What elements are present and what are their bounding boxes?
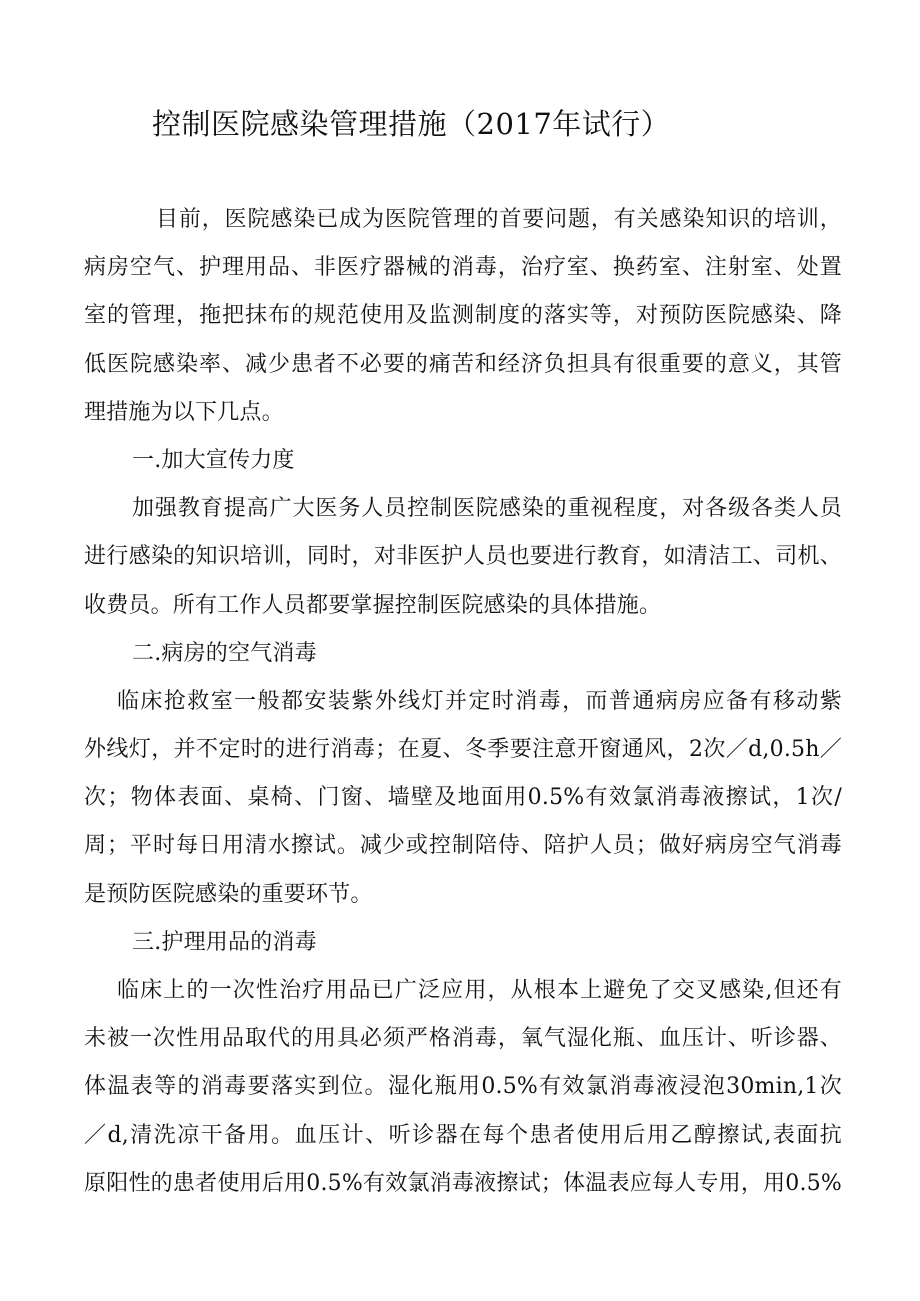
paragraph-line: 体温表等的消毒要落实到位。湿化瓶用0.5%有效氯消毒液浸泡30min,1次 xyxy=(84,1074,842,1100)
paragraph-line: 临床上的一次性治疗用品已广泛应用，从根本上避免了交叉感染,但还有 xyxy=(117,978,842,1003)
paragraph-line: 加强教育提高广大医务人员控制医院感染的重视程度，对各级各类人员 xyxy=(132,496,842,522)
paragraph-line: 收费员。所有工作人员都要掌握控制医院感染的具体措施。 xyxy=(84,592,662,618)
paragraph-line: 病房空气、护理用品、非医疗器械的消毒，治疗室、换药室、注射室、处置 xyxy=(84,255,842,281)
section-heading: 二.病房的空气消毒 xyxy=(132,640,317,666)
document-body xyxy=(84,196,842,1208)
paragraph-line: 临床抢救室一般都安装紫外线灯并定时消毒，而普通病房应备有移动紫 xyxy=(117,688,842,714)
paragraph-line: 室的管理，拖把抹布的规范使用及监测制度的落实等，对预防医院感染、降 xyxy=(84,303,842,329)
paragraph-line: 低医院感染率、减少患者不必要的痛苦和经济负担具有很重要的意义，其管 xyxy=(84,351,842,377)
paragraph-line: 未被一次性用品取代的用具必须严格消毒，氧气湿化瓶、血压计、听诊器、 xyxy=(84,1026,842,1052)
paragraph-line: 原阳性的患者使用后用0.5%有效氯消毒液擦试；体温表应每人专用，用0.5% xyxy=(84,1170,842,1196)
paragraph-line: 次；物体表面、桌椅、门窗、墙壁及地面用0.5%有效氯消毒液擦试，1次/ xyxy=(84,785,842,811)
paragraph-line: 是预防医院感染的重要环节。 xyxy=(84,881,373,907)
paragraph-line: 理措施为以下几点。 xyxy=(84,399,284,425)
section-heading: 一.加大宣传力度 xyxy=(132,447,295,473)
paragraph-line: 外线灯，并不定时的进行消毒；在夏、冬季要注意开窗通风，2次／d,0.5h／ xyxy=(84,737,842,763)
paragraph-line: ／d,清洗凉干备用。血压计、听诊器在每个患者使用后用乙醇擦试,表面抗 xyxy=(84,1122,842,1148)
paragraph-line: 进行感染的知识培训，同时，对非医护人员也要进行教育，如清洁工、司机、 xyxy=(84,544,842,570)
paragraph-line: 周；平时每日用清水擦试。减少或控制陪侍、陪护人员；做好病房空气消毒 xyxy=(84,833,842,859)
document-title: 控制医院感染管理措施（2017年试行） xyxy=(152,107,671,141)
section-heading: 三.护理用品的消毒 xyxy=(132,929,317,955)
paragraph-line: 目前，医院感染已成为医院管理的首要问题，有关感染知识的培训， xyxy=(156,207,842,232)
